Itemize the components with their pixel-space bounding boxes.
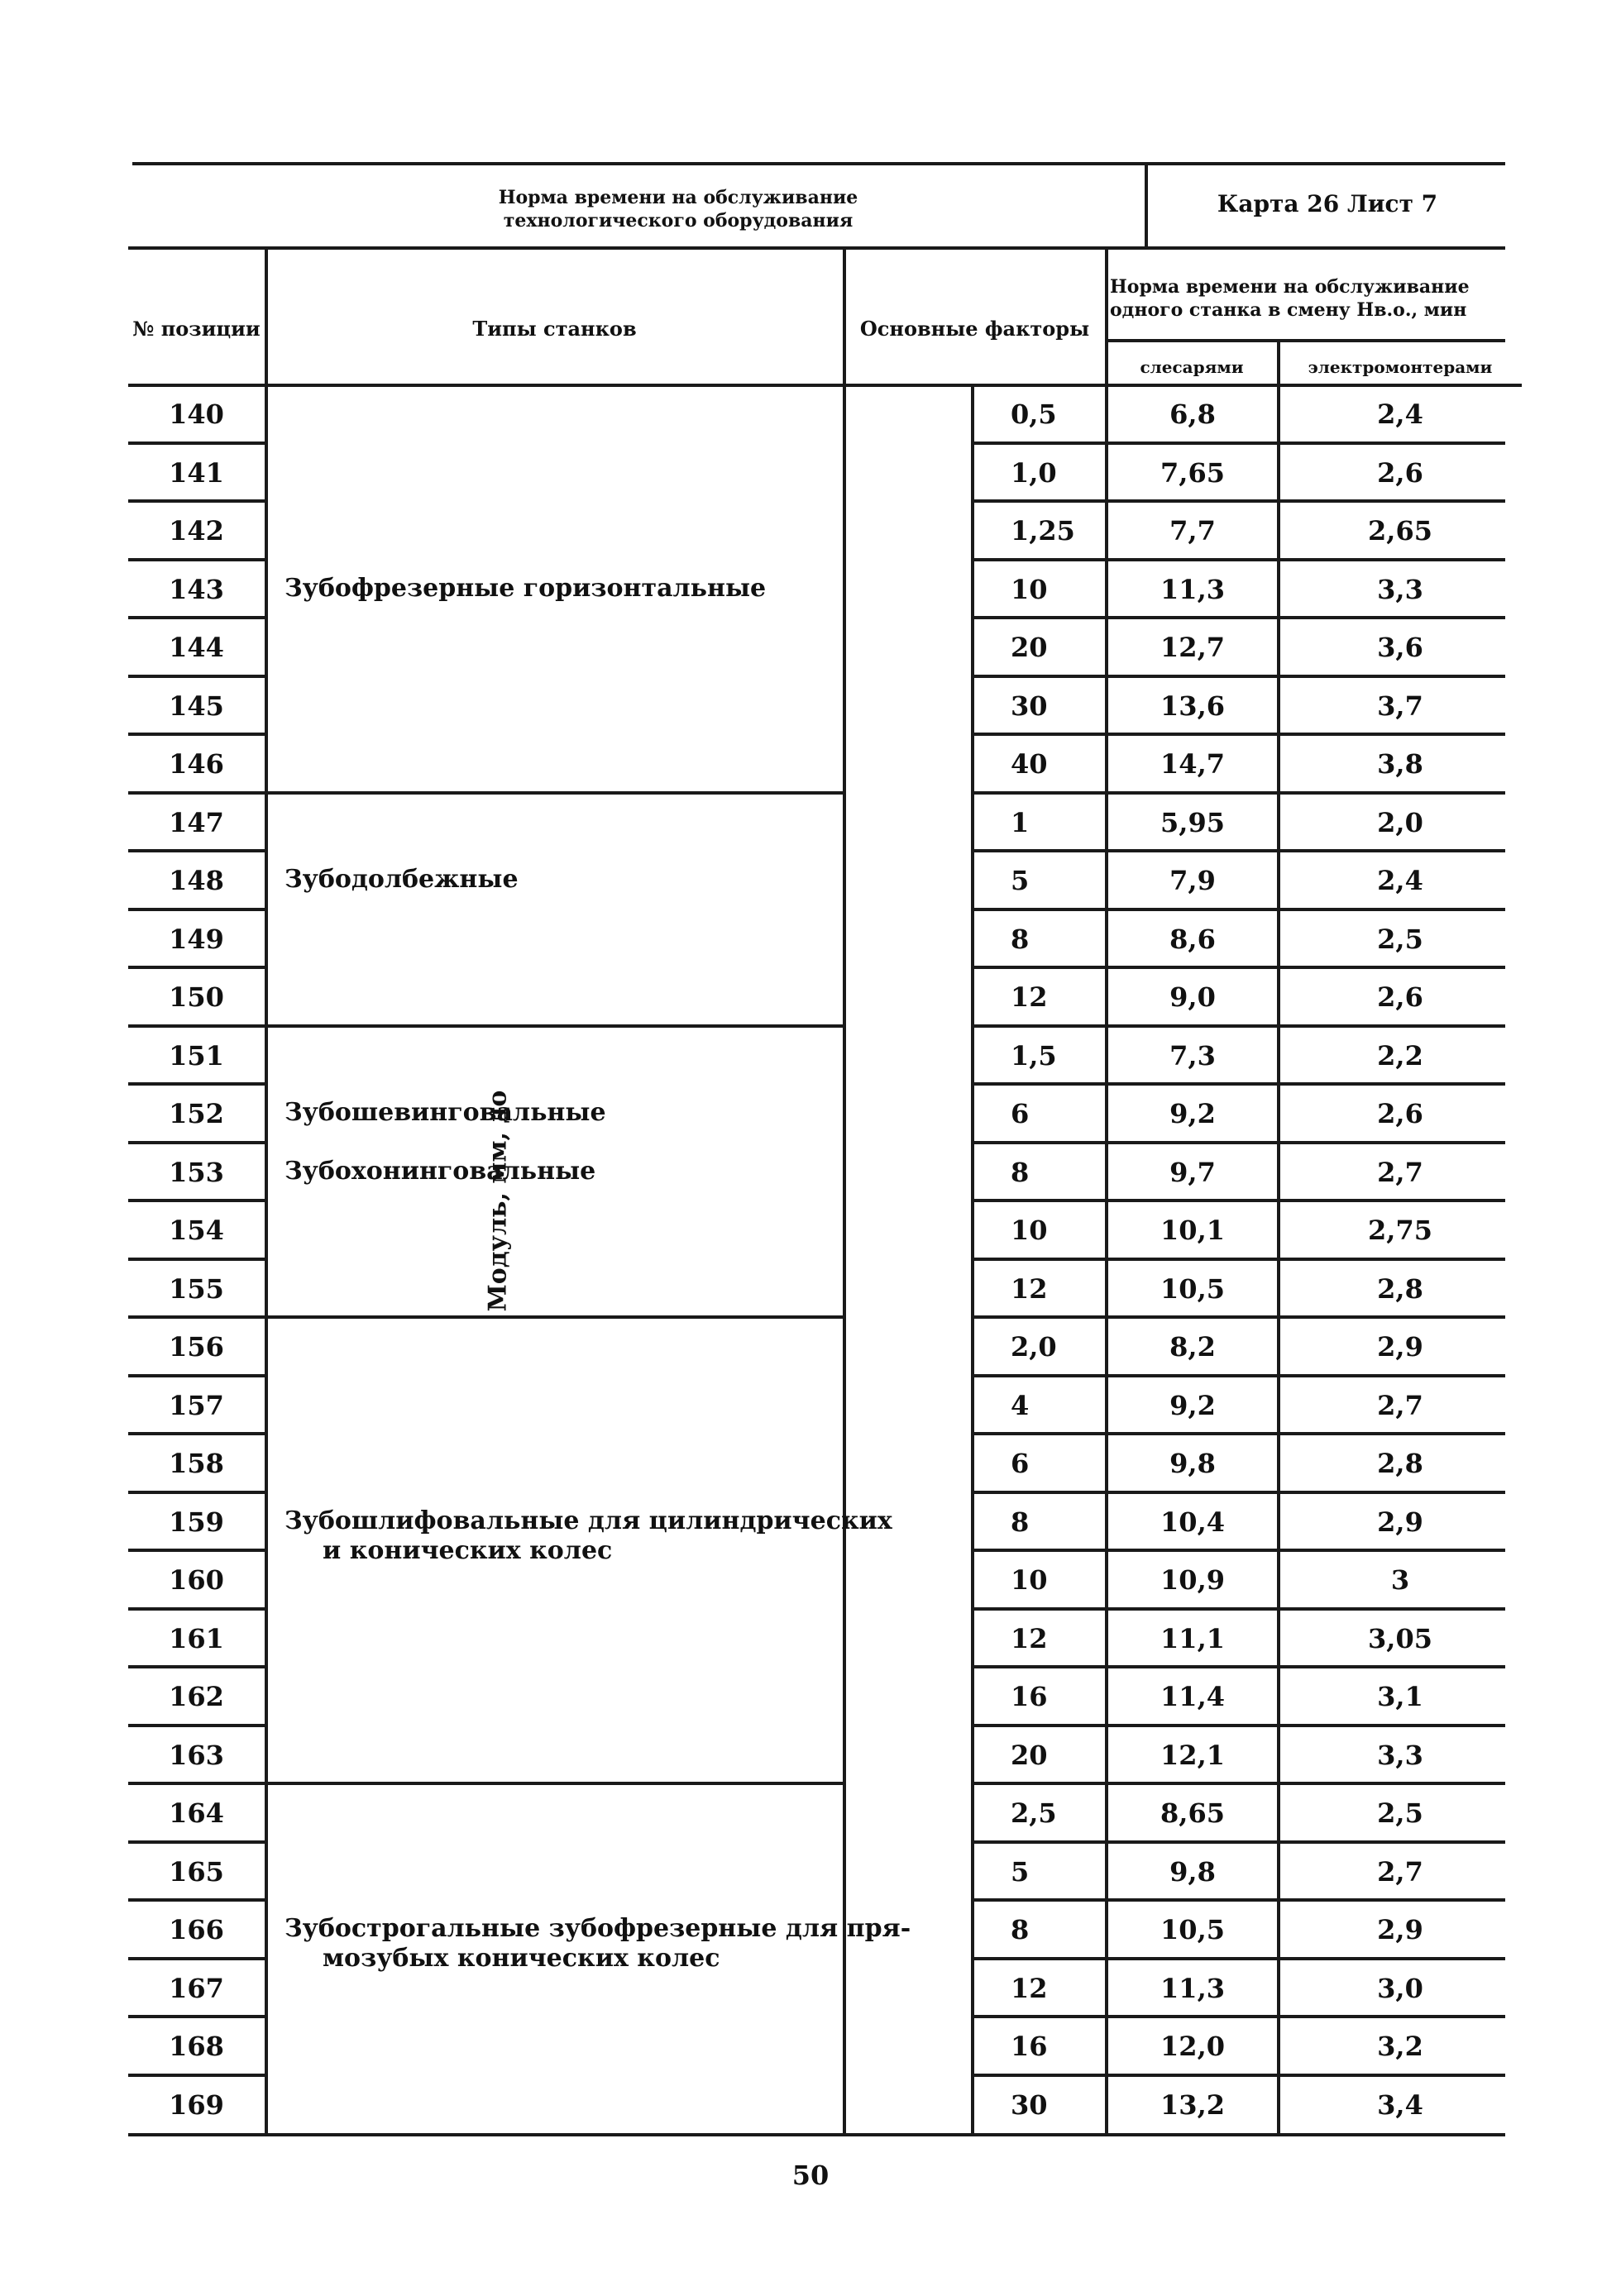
row-electricians: 3,3: [1377, 1739, 1423, 1771]
row-rule-position: [128, 1491, 265, 1494]
table-bottom-rule: [128, 2133, 1505, 2136]
row-rule-values: [973, 1258, 1505, 1261]
row-electricians: 3,8: [1377, 748, 1423, 780]
row-rule-values: [973, 1665, 1505, 1668]
row-electricians: 2,7: [1377, 1389, 1423, 1421]
row-module: 8: [1011, 1914, 1030, 1945]
col-header-machine-types: Типы станков: [472, 317, 637, 341]
row-electricians: 2,2: [1377, 1039, 1423, 1072]
row-position: 140: [169, 399, 224, 430]
row-module: 12: [1011, 1622, 1048, 1654]
row-position: 166: [169, 1914, 224, 1945]
header-title-line1: Норма времени на обслуживание: [498, 187, 858, 208]
row-module: 16: [1011, 2031, 1048, 2062]
row-fitters: 11,4: [1160, 1681, 1225, 1712]
row-fitters: 9,8: [1169, 1855, 1216, 1888]
row-rule-position: [128, 966, 265, 969]
row-fitters: 5,95: [1160, 806, 1225, 838]
value-col-divider-1: [1105, 385, 1108, 2135]
row-module: 6: [1011, 1098, 1030, 1129]
row-rule-values: [973, 791, 1505, 795]
header-title-line2: технологического оборудования: [503, 210, 854, 232]
row-electricians: 2,0: [1377, 806, 1423, 838]
row-electricians: 3,05: [1368, 1622, 1432, 1654]
row-rule-values: [973, 2074, 1505, 2077]
row-position: 146: [169, 748, 224, 780]
col-header-norm-line2: одного станка в смену Нв.о., мин: [1110, 299, 1467, 321]
row-rule-values: [973, 1199, 1505, 1202]
row-fitters: 8,65: [1160, 1797, 1225, 1829]
row-electricians: 2,5: [1377, 923, 1423, 955]
row-rule-position: [128, 1082, 265, 1086]
row-electricians: 3,7: [1377, 690, 1423, 722]
factor-label-vertical: Модуль, мм, до: [483, 1090, 513, 1312]
row-position: 168: [169, 2031, 224, 2062]
row-position: 144: [169, 632, 224, 663]
top-rule: [132, 162, 1505, 165]
row-position: 149: [169, 923, 224, 955]
row-electricians: 2,8: [1377, 1448, 1423, 1479]
row-position: 164: [169, 1797, 224, 1829]
row-electricians: 2,9: [1377, 1914, 1423, 1945]
row-position: 142: [169, 515, 224, 547]
row-fitters: 8,2: [1169, 1331, 1216, 1363]
row-electricians: 2,6: [1377, 1098, 1423, 1129]
row-electricians: 3,6: [1377, 632, 1423, 663]
row-module: 20: [1011, 1739, 1048, 1771]
row-position: 159: [169, 1506, 224, 1538]
row-rule-position: [128, 849, 265, 852]
row-module: 6: [1011, 1448, 1030, 1479]
row-electricians: 3,0: [1377, 1972, 1423, 2004]
col-header-fitters: слесарями: [1140, 357, 1244, 377]
row-rule-position: [128, 1782, 265, 1785]
row-position: 156: [169, 1331, 224, 1363]
row-fitters: 7,65: [1160, 456, 1225, 489]
page-number: 50: [791, 2160, 830, 2191]
row-module: 20: [1011, 632, 1048, 663]
row-electricians: 2,6: [1377, 981, 1423, 1013]
row-rule-values: [973, 1082, 1505, 1086]
row-fitters: 11,3: [1160, 1972, 1225, 2004]
row-electricians: 2,9: [1377, 1506, 1423, 1538]
row-module: 10: [1011, 1564, 1048, 1596]
row-position: 160: [169, 1564, 224, 1596]
row-fitters: 9,7: [1169, 1156, 1216, 1188]
row-rule-position: [128, 675, 265, 678]
row-electricians: 2,7: [1377, 1156, 1423, 1188]
row-module: 1,0: [1011, 456, 1057, 489]
group-divider: [266, 1782, 843, 1785]
row-position: 169: [169, 2088, 224, 2121]
row-electricians: 2,7: [1377, 1855, 1423, 1888]
row-electricians: 3: [1390, 1564, 1410, 1596]
row-rule-position: [128, 1724, 265, 1727]
row-fitters: 14,7: [1160, 748, 1225, 780]
row-rule-values: [973, 1141, 1505, 1144]
row-module: 30: [1011, 2088, 1048, 2121]
row-position: 158: [169, 1448, 224, 1479]
row-rule-values: [973, 1024, 1505, 1028]
row-position: 154: [169, 1215, 224, 1246]
row-position: 145: [169, 690, 224, 722]
machine-type-label: Зубофрезерные горизонтальные: [285, 573, 767, 603]
row-electricians: 2,5: [1377, 1797, 1423, 1829]
row-module: 30: [1011, 690, 1048, 722]
group-divider: [266, 1024, 843, 1028]
col-header-electricians: электромонтерами: [1308, 357, 1493, 377]
row-rule-position: [128, 1315, 265, 1319]
row-fitters: 12,0: [1160, 2031, 1225, 2062]
row-rule-values: [973, 733, 1505, 736]
row-module: 5: [1011, 865, 1030, 896]
row-rule-values: [973, 442, 1505, 445]
row-rule-position: [128, 1898, 265, 1902]
row-fitters: 9,8: [1169, 1448, 1216, 1479]
column-header-bottom-rule: [128, 384, 1522, 387]
col-header-norm-line1: Норма времени на обслуживание: [1110, 276, 1470, 298]
row-rule-position: [128, 1432, 265, 1435]
row-rule-position: [128, 1374, 265, 1377]
row-rule-position: [128, 1607, 265, 1611]
row-electricians: 2,4: [1377, 399, 1423, 430]
row-fitters: 7,3: [1169, 1039, 1216, 1072]
row-electricians: 3,3: [1377, 573, 1423, 605]
row-position: 153: [169, 1156, 224, 1188]
row-rule-values: [973, 966, 1505, 969]
row-module: 2,0: [1011, 1331, 1057, 1363]
row-module: 1: [1011, 806, 1030, 838]
row-module: 12: [1011, 1972, 1048, 2004]
row-fitters: 11,3: [1160, 573, 1225, 605]
col-divider-1: [265, 248, 268, 2135]
norm-sub-rule: [1105, 339, 1505, 342]
row-rule-position: [128, 2074, 265, 2077]
machine-type-label: мозубых конических колес: [323, 1944, 720, 1973]
row-position: 163: [169, 1739, 224, 1771]
row-module: 8: [1011, 923, 1030, 955]
row-module: 0,5: [1011, 399, 1057, 430]
row-fitters: 9,0: [1169, 981, 1216, 1013]
row-module: 1,25: [1011, 515, 1075, 547]
row-module: 2,5: [1011, 1797, 1057, 1829]
module-col-divider: [971, 385, 974, 2135]
row-rule-values: [973, 849, 1505, 852]
row-electricians: 2,8: [1377, 1272, 1423, 1305]
row-module: 1,5: [1011, 1039, 1057, 1072]
row-position: 152: [169, 1098, 224, 1129]
row-rule-position: [128, 1665, 265, 1668]
machine-type-label: Зубошевинговальные: [285, 1098, 606, 1127]
row-module: 12: [1011, 981, 1048, 1013]
row-electricians: 3,1: [1377, 1681, 1423, 1712]
row-rule-position: [128, 791, 265, 795]
row-rule-values: [973, 1491, 1505, 1494]
row-electricians: 2,4: [1377, 865, 1423, 896]
row-rule-position: [128, 616, 265, 619]
row-electricians: 2,9: [1377, 1331, 1423, 1363]
row-fitters: 10,4: [1160, 1506, 1225, 1538]
row-rule-values: [973, 1898, 1505, 1902]
col-header-position: № позиции: [132, 317, 261, 341]
row-fitters: 11,1: [1160, 1622, 1225, 1654]
machine-type-label: Зубохонинговальные: [285, 1156, 596, 1186]
row-rule-position: [128, 1549, 265, 1552]
row-fitters: 10,9: [1160, 1564, 1225, 1596]
row-module: 10: [1011, 1215, 1048, 1246]
value-col-divider-2: [1277, 385, 1280, 2135]
row-position: 147: [169, 806, 224, 838]
row-fitters: 9,2: [1169, 1389, 1216, 1421]
row-rule-values: [973, 1315, 1505, 1319]
row-fitters: 7,9: [1169, 865, 1216, 896]
col-divider-2: [843, 248, 846, 2135]
row-module: 8: [1011, 1156, 1030, 1188]
row-fitters: 13,2: [1160, 2088, 1225, 2121]
row-position: 161: [169, 1622, 224, 1654]
header-divider: [1145, 164, 1148, 250]
row-rule-values: [973, 2015, 1505, 2018]
row-rule-values: [973, 1840, 1505, 1844]
row-rule-values: [973, 616, 1505, 619]
row-module: 10: [1011, 573, 1048, 605]
group-divider: [266, 791, 843, 795]
row-fitters: 12,1: [1160, 1739, 1225, 1771]
row-fitters: 13,6: [1160, 690, 1225, 722]
row-rule-position: [128, 908, 265, 911]
row-electricians: 2,65: [1368, 515, 1432, 547]
row-rule-values: [973, 499, 1505, 503]
row-rule-position: [128, 1258, 265, 1261]
row-position: 150: [169, 981, 224, 1013]
row-rule-values: [973, 675, 1505, 678]
row-position: 167: [169, 1972, 224, 2004]
row-fitters: 10,5: [1160, 1272, 1225, 1305]
row-module: 40: [1011, 748, 1048, 780]
row-rule-values: [973, 1374, 1505, 1377]
row-rule-position: [128, 2015, 265, 2018]
machine-type-label: Зубошлифовальные для цилиндрических: [285, 1506, 892, 1535]
row-electricians: 3,2: [1377, 2031, 1423, 2062]
machine-type-label: и конических колес: [323, 1535, 613, 1565]
row-rule-position: [128, 442, 265, 445]
row-position: 148: [169, 865, 224, 896]
row-electricians: 2,75: [1368, 1215, 1432, 1246]
row-rule-values: [973, 908, 1505, 911]
row-rule-position: [128, 1840, 265, 1844]
machine-type-label: Зубострогальные зубофрезерные для пря-: [285, 1914, 911, 1943]
row-fitters: 9,2: [1169, 1098, 1216, 1129]
row-rule-values: [973, 1782, 1505, 1785]
row-rule-position: [128, 1199, 265, 1202]
group-divider: [266, 1315, 843, 1319]
header-bottom-rule: [128, 246, 1505, 250]
row-rule-position: [128, 1957, 265, 1960]
row-module: 4: [1011, 1389, 1030, 1421]
col-header-factors: Основные факторы: [859, 317, 1090, 341]
row-rule-values: [973, 1957, 1505, 1960]
row-fitters: 12,7: [1160, 632, 1225, 663]
row-rule-values: [973, 558, 1505, 561]
row-module: 5: [1011, 1855, 1030, 1888]
row-fitters: 10,1: [1160, 1215, 1225, 1246]
row-rule-values: [973, 1607, 1505, 1611]
row-rule-position: [128, 1024, 265, 1028]
row-position: 143: [169, 573, 224, 605]
row-electricians: 2,6: [1377, 456, 1423, 489]
row-position: 162: [169, 1681, 224, 1712]
row-fitters: 6,8: [1169, 399, 1216, 430]
row-fitters: 10,5: [1160, 1914, 1225, 1945]
row-position: 151: [169, 1039, 224, 1072]
row-position: 157: [169, 1389, 224, 1421]
row-rule-values: [973, 1549, 1505, 1552]
row-module: 16: [1011, 1681, 1048, 1712]
card-sheet-label: Карта 26 Лист 7: [1217, 190, 1438, 217]
row-position: 165: [169, 1855, 224, 1888]
row-rule-position: [128, 499, 265, 503]
row-rule-values: [973, 1724, 1505, 1727]
row-module: 12: [1011, 1272, 1048, 1305]
row-fitters: 7,7: [1169, 515, 1216, 547]
row-electricians: 3,4: [1377, 2088, 1423, 2121]
row-position: 141: [169, 456, 224, 489]
row-fitters: 8,6: [1169, 923, 1216, 955]
row-rule-position: [128, 733, 265, 736]
row-rule-values: [973, 1432, 1505, 1435]
row-rule-position: [128, 1141, 265, 1144]
row-position: 155: [169, 1272, 224, 1305]
row-module: 8: [1011, 1506, 1030, 1538]
machine-type-label: Зубодолбежные: [285, 865, 519, 894]
row-rule-position: [128, 558, 265, 561]
